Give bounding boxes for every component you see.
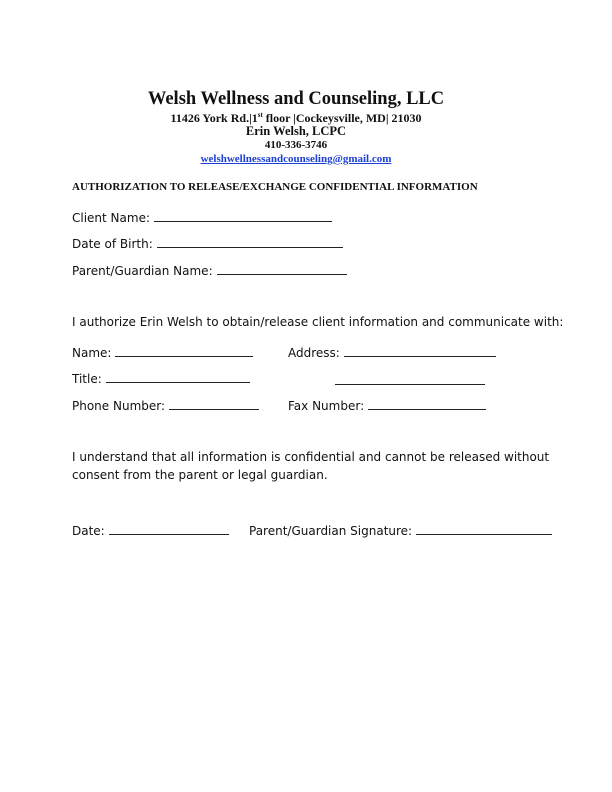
- office-email-link[interactable]: welshwellnessandcounseling@gmail.com: [200, 153, 392, 165]
- date-label: Date:: [72, 524, 105, 538]
- parent-name-blank[interactable]: [217, 261, 347, 275]
- date-blank[interactable]: [109, 521, 229, 535]
- signature-field: [249, 521, 552, 538]
- form-title: AUTHORIZATION TO RELEASE/EXCHANGE CONFIDENTIAL INFORMATION: [72, 181, 478, 193]
- recipient-fax-blank[interactable]: [368, 396, 486, 410]
- dob-blank[interactable]: [157, 234, 343, 248]
- recipient-phone-field: [72, 396, 259, 413]
- recipient-name-blank[interactable]: [115, 343, 253, 357]
- client-name-label: Client Name:: [72, 211, 150, 225]
- recipient-title-blank[interactable]: [106, 369, 250, 383]
- recipient-title-field: [72, 369, 250, 386]
- organization-name: Welsh Wellness and Counseling, LLC: [147, 89, 445, 109]
- recipient-title-label: Title:: [72, 372, 102, 386]
- recipient-phone-label: Phone Number:: [72, 399, 166, 413]
- dob-label: Date of Birth:: [72, 237, 153, 251]
- recipient-address-label: Address:: [288, 346, 340, 360]
- clinician-name: Erin Welsh, LCPC: [245, 124, 347, 138]
- recipient-address-line-2[interactable]: [335, 371, 485, 385]
- dob-field: [72, 234, 343, 251]
- client-name-blank[interactable]: [154, 208, 332, 222]
- recipient-phone-blank[interactable]: [169, 396, 259, 410]
- recipient-fax-field: [288, 396, 486, 413]
- consent-statement: I understand that all information is confidential and cannot be released without consent from the parent or legal guardian.: [72, 450, 550, 482]
- authorize-statement: I authorize Erin Welsh to obtain/release client information and communicate with:: [72, 315, 564, 329]
- recipient-address-blank[interactable]: [344, 343, 496, 357]
- address-part-2: floor |Cockeysville, MD| 21030: [262, 111, 422, 125]
- signature-label: Parent/Guardian Signature:: [249, 524, 413, 538]
- office-phone: 410-336-3746: [264, 139, 328, 151]
- signature-blank[interactable]: [416, 521, 552, 535]
- address-part-1: 11426 York Rd.|1: [170, 111, 258, 125]
- recipient-name-label: Name:: [72, 346, 112, 360]
- recipient-address-field: [288, 343, 496, 360]
- client-name-field: [72, 208, 332, 225]
- address-ordinal-suffix: st: [257, 111, 263, 119]
- recipient-name-field: [72, 343, 253, 360]
- parent-name-label: Parent/Guardian Name:: [72, 264, 213, 278]
- recipient-fax-label: Fax Number:: [288, 399, 365, 413]
- date-field: [72, 521, 229, 538]
- parent-name-field: [72, 261, 347, 278]
